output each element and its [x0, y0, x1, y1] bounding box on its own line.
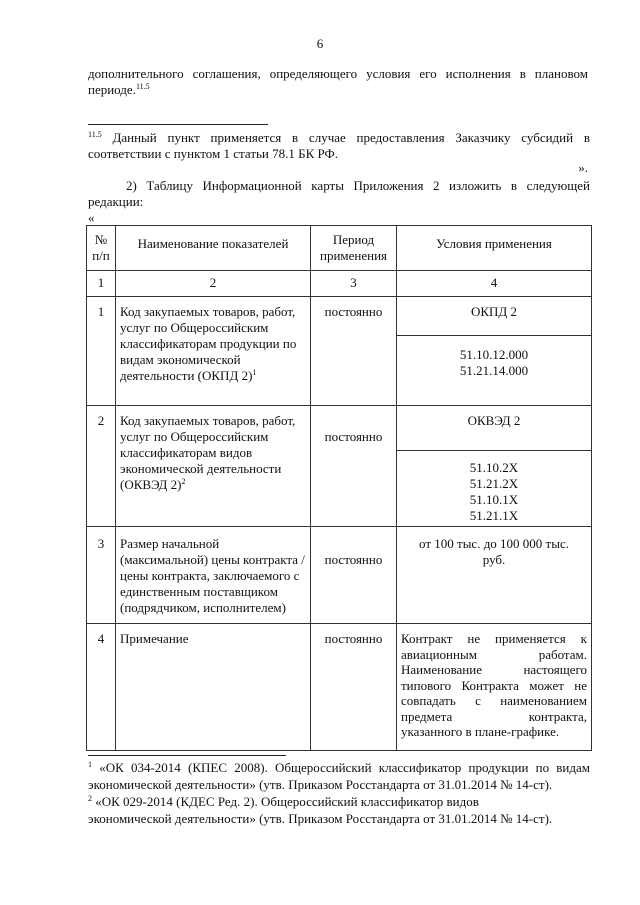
condition-line: совпадать с наименованием: [401, 693, 587, 708]
row-name: Примечание: [116, 624, 311, 751]
row-name-text: Код закупаемых товаров, работ, услуг по Общероссийским классификаторам продукции по видам экономической деятельности (ОКПД 2): [120, 304, 297, 383]
table-number-row: [87, 271, 592, 297]
condition-heading: ОКПД 2: [397, 297, 591, 336]
condition-value: 51.21.14.000: [459, 363, 529, 378]
opening-quote: «: [88, 210, 95, 225]
footnote-ref: 1: [252, 368, 257, 377]
footnote-separator: [88, 124, 268, 125]
row-name: Размер начальной (максимальной) цены контракта /цены контракта, заключаемого с единственным поставщиком (подрядчиком, исполнителем): [116, 527, 311, 624]
paragraph-line: 2) Таблицу Информационной карты Приложения 2 изложить в следующей: [126, 178, 590, 193]
paragraph-line: [88, 82, 150, 98]
row-conditions: [397, 297, 592, 406]
paragraph-line: дополнительного соглашения, определяющего условия его исполнения в плановом: [88, 66, 588, 81]
footnote-text: «ОК 034-2014 (КПЕС 2008). Общероссийский классификатор продукции по видам: [92, 760, 590, 775]
row-name: [116, 406, 311, 527]
row-period: постоянно: [311, 527, 397, 624]
condition-line: Наименование настоящего: [401, 662, 587, 677]
column-number: 4: [397, 271, 592, 297]
table-row: [87, 624, 592, 751]
footnote-line: экономической деятельности» (утв. Приказом Росстандарта от 31.01.2014 № 14-ст).: [88, 811, 553, 826]
closing-quote: ».: [578, 160, 588, 175]
row-period: постоянно: [311, 624, 397, 751]
table-row: [87, 406, 592, 527]
footnote-line: экономической деятельности» (утв. Приказом Росстандарта от 31.01.2014 № 14-ст).: [88, 777, 553, 792]
footnote-separator: [88, 755, 286, 756]
paragraph-line: редакции:: [88, 194, 144, 209]
footnote-line: [88, 759, 590, 776]
condition-value: руб.: [482, 552, 506, 567]
footnote-line: соответствии с пунктом 1 статьи 78.1 БК РФ.: [88, 146, 339, 161]
footnote-line: [88, 793, 590, 810]
row-conditions: [397, 406, 592, 527]
row-period: постоянно: [311, 297, 397, 406]
condition-value: 51.10.2X: [469, 460, 519, 475]
condition-value: 51.10.1X: [469, 492, 519, 507]
condition-line: указанного в плане-графике.: [401, 724, 560, 739]
row-number: 1: [87, 297, 116, 406]
row-conditions: [397, 624, 592, 751]
footnote-ref: 11.5: [135, 82, 150, 91]
footnote-text: «ОК 029-2014 (КДЕС Ред. 2). Общероссийский классификатор видов: [92, 794, 479, 809]
footnote-mark: 1: [88, 760, 92, 769]
row-name: [116, 297, 311, 406]
row-conditions: [397, 527, 592, 624]
footnote-ref: 2: [181, 477, 186, 486]
condition-value: 51.21.1X: [469, 508, 519, 523]
row-name-text: Код закупаемых товаров, работ, услуг по Общероссийским классификаторам видов экономической деятельности (ОКВЭД 2): [120, 413, 296, 492]
table-header-row: [87, 226, 592, 271]
condition-value: от 100 тыс. до 100 000 тыс.: [419, 536, 569, 551]
header-cell-period: Период применения: [311, 226, 397, 271]
column-number: 3: [311, 271, 397, 297]
column-number: 2: [116, 271, 311, 297]
info-card-table: [86, 225, 592, 751]
row-number: 3: [87, 527, 116, 624]
header-cell-conditions: Условия применения: [397, 226, 592, 271]
condition-line: предмета контракта,: [401, 708, 587, 724]
footnote-mark: 11.5: [88, 130, 102, 139]
condition-value: 51.10.12.000: [459, 347, 529, 362]
row-number: 4: [87, 624, 116, 751]
condition-line: авиационным работам.: [401, 646, 587, 662]
footnote-text: Данный пункт применяется в случае предоставления Заказчику субсидий в: [101, 130, 590, 145]
footnote-mark: 2: [88, 794, 92, 803]
row-number: 2: [87, 406, 116, 527]
row-period: постоянно: [311, 406, 397, 527]
header-cell-name: Наименование показателей: [116, 226, 311, 271]
table-row: [87, 297, 592, 406]
column-number: 1: [87, 271, 116, 297]
condition-value: 51.21.2X: [469, 476, 519, 491]
condition-line: типового Контракта может не: [401, 677, 587, 693]
condition-heading: ОКВЭД 2: [397, 406, 591, 451]
table-row: [87, 527, 592, 624]
page-number: 6: [316, 36, 324, 51]
footnote-line: [88, 130, 590, 146]
header-cell-number: № п/п: [87, 226, 116, 271]
condition-line: Контракт не применяется к: [401, 631, 587, 646]
paragraph-text: периоде.: [88, 82, 136, 97]
